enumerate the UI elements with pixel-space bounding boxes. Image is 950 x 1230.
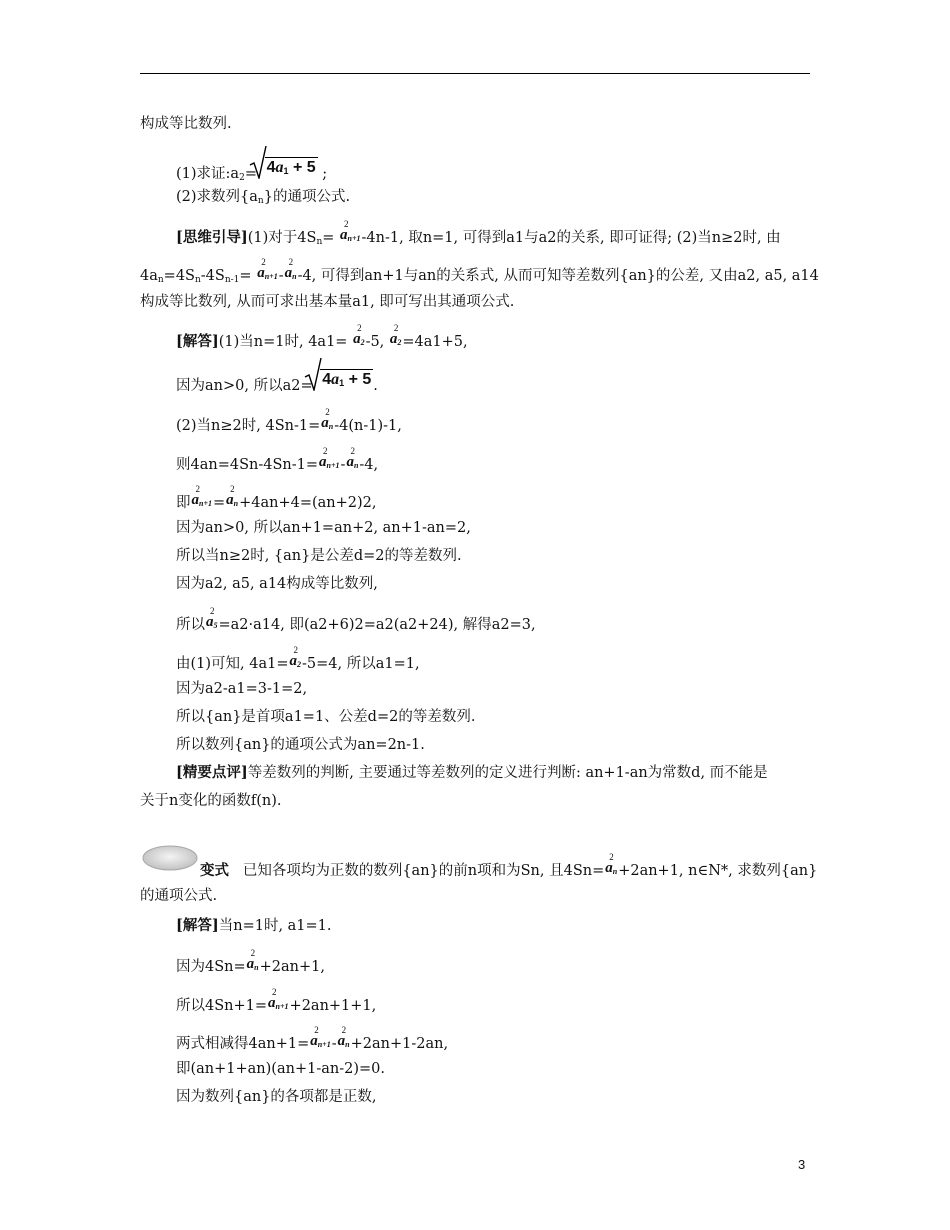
text-line: 构成等比数列.: [140, 116, 232, 132]
text-line: 因为a2, a5, a14构成等比数列,: [176, 576, 378, 592]
text-line: 则4an=4Sn-4Sn-1= 2 an+1- 2 an-4,: [176, 446, 379, 473]
text-line: (2)当n≥2时, 4Sn-1= 2 an-4(n-1)-1,: [176, 407, 402, 434]
sqrt-expression: $4a_1 + 5$: [265, 157, 318, 178]
section-label: [解答]: [176, 333, 219, 350]
text-line: 变式 已知各项均为正数的数列{an}的前n项和为Sn, 且4Sn= 2 an+2an+1, n∈N*, 求数列{an}: [200, 852, 818, 879]
text-line: 所以 2 a5=a2·a14, 即(a2+6)2=a2(a2+24), 解得a2=3,: [176, 606, 536, 633]
text-line: 构成等比数列, 从而可求出基本量a1, 即可写出其通项公式.: [140, 294, 515, 310]
text-line: 因为数列{an}的各项都是正数,: [176, 1089, 377, 1105]
text-line: 因为a2-a1=3-1=2,: [176, 681, 308, 697]
text-line: 所以{an}是首项a1=1、公差d=2的等差数列.: [176, 709, 476, 725]
text-line: [解答](1)当n=1时, 4a1= 2 a2-5, 2 a2=4a1+5,: [176, 323, 468, 350]
text-line: [思维引导](1)对于$4S_n=$ 2 an+1-4n-1, 取n=1, 可得到a1与a2的关系, 即可证得; (2)当n≥2时, 由: [176, 219, 781, 247]
text-line: 所以当n≥2时, {an}是公差d=2的等差数列.: [176, 548, 462, 564]
section-label: [精要点评]: [176, 764, 248, 781]
text-line: 关于n变化的函数f(n).: [140, 793, 282, 809]
text-line: 所以4Sn+1= 2 an+1+2an+1+1,: [176, 987, 377, 1014]
header-rule: [140, 73, 810, 74]
text-line: (1)求证$:a_2=$ $4a_1 + 5$ ;: [176, 157, 810, 184]
text-line: 因为4Sn= 2 an+2an+1,: [176, 948, 325, 975]
sqrt-expression: $4a_1 + 5$: [320, 369, 373, 390]
text-line: 即 2 an+1= 2 an+4an+4=(an+2)2,: [176, 484, 377, 511]
text-line: 两式相减得4an+1= 2 an+1- 2 an+2an+1-2an,: [176, 1025, 449, 1052]
text-line: 所以数列{an}的通项公式为an=2n-1.: [176, 737, 425, 753]
section-label: [解答]: [176, 917, 219, 934]
variant-badge-icon: [142, 844, 198, 872]
text-line: 即(an+1+an)(an+1-an-2)=0.: [176, 1061, 385, 1077]
text-line: 因为an>0, 所以a2= $4a_1 + 5$ .: [176, 369, 810, 396]
text-line: (2)求数列$\{a_n\}$的通项公式.: [176, 189, 351, 206]
text-line: [解答]当n=1时, a1=1.: [176, 917, 332, 934]
text-line: $4a_n=4S_n-4S_{n-1}=$ 2 an+1- 2 an-4, 可得到an+1与an的关系式, 从而可知等差数列{an}的公差, 又由a2, a5, a14: [140, 257, 819, 285]
text-line: 由(1)可知, 4a1= 2 a2-5=4, 所以a1=1,: [176, 645, 420, 672]
section-label: 变式: [200, 862, 229, 879]
text-line: [精要点评]等差数列的判断, 主要通过等差数列的定义进行判断: an+1-an为常数d, 而不能是: [176, 764, 768, 781]
section-label: [思维引导]: [176, 229, 248, 246]
text-line: 的通项公式.: [140, 888, 218, 904]
page-number: 3: [798, 1157, 806, 1172]
text-line: 因为an>0, 所以an+1=an+2, an+1-an=2,: [176, 520, 471, 536]
